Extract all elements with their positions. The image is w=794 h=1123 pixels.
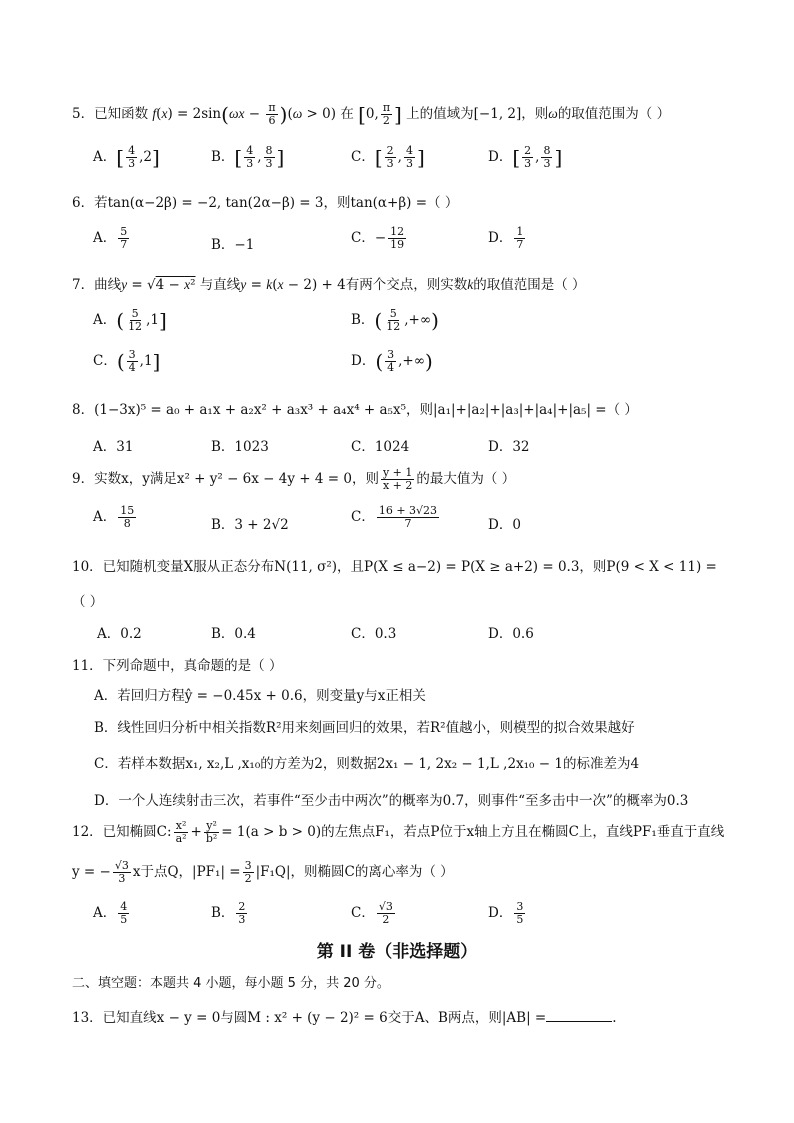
q7-option-b[interactable]: B．( $\frac{5}{12}$ ,+∞) — [351, 307, 439, 333]
question-10: 10．已知随机变量X服从正态分布N(11, σ²)，且P(X ≤ a−2) = P(X ≥ a+2) = 0.3，则P(9 < X < 11) = — [72, 559, 717, 575]
part-title: 第 II 卷（非选择题） — [316, 942, 478, 962]
q11-option-a[interactable]: A．若回归方程ŷ = −0.45x + 0.6，则变量y与x正相关 — [94, 688, 426, 704]
q10-option-b[interactable]: B．0.4 — [211, 626, 256, 642]
answer-blank[interactable] — [546, 1009, 612, 1022]
q9-option-b[interactable]: B．3 + 2√2 — [211, 517, 289, 533]
q7-option-a[interactable]: A．( $\frac{5}{12}$ ,1] — [93, 307, 167, 333]
q5-stem-e: 的取值范围为（ ） — [557, 106, 671, 122]
section-heading: 二、填空题：本题共 4 小题，每小题 5 分，共 20 分。 — [72, 976, 390, 991]
q5-option-b[interactable]: B．[ $\frac{4}{3}$ , $\frac{8}{3}$ ] — [211, 144, 285, 170]
q12-option-c[interactable]: C． $\frac{√3}{2}$ — [351, 900, 393, 926]
question-5: 5．已知函数 f(x) = 2sin(ωx − $\frac{\pi}{6}$ )(ω > 0) 在 [0, $\frac{\pi}{2}$ ] 上的值域为[−1, 2]，则ω的取值范围为（ ） — [72, 101, 671, 127]
q12-option-b[interactable]: B． $\frac{2}{3}$ — [211, 900, 246, 926]
q8-option-d[interactable]: D．32 — [488, 439, 530, 455]
fraction: $\frac{\pi}{6}$ — [268, 101, 276, 127]
question-13: 13．已知直线x − y = 0与圆M : x² + (y − 2)² = 6交于A、B两点，则|AB| = . — [72, 1010, 617, 1026]
q9-option-c[interactable]: C． $\frac{16 + 3√23}{7}$ — [351, 504, 438, 530]
q11-option-c[interactable]: C．若样本数据x₁, x₂,L ,x₁₀的方差为2，则数据2x₁ − 1, 2x₂ − 1,L ,2x₁₀ − 1的标准差为4 — [94, 756, 640, 772]
q8-option-b[interactable]: B．1023 — [211, 439, 269, 455]
q5-option-c[interactable]: C．[ $\frac{2}{3}$ , $\frac{4}{3}$ ] — [351, 144, 425, 170]
q5-stem-d: ，则 — [521, 106, 549, 122]
q5-option-a[interactable]: A．[ $\frac{4}{3}$ ,2] — [93, 144, 160, 170]
question-6: 6．若tan(α−2β) = −2, tan(2α−β) = 3，则tan(α+β) =（ ） — [72, 195, 459, 211]
q5-option-d[interactable]: D．[ $\frac{2}{3}$ , $\frac{8}{3}$ ] — [488, 144, 563, 170]
q10-option-d[interactable]: D．0.6 — [488, 626, 534, 642]
q10-option-c[interactable]: C．0.3 — [351, 626, 397, 642]
q12-option-a[interactable]: A． $\frac{4}{5}$ — [93, 900, 128, 926]
question-7: 7．曲线y = √4 − x² 与直线y = k(x − 2) + 4有两个交点，则实数k的取值范围是（ ） — [72, 277, 586, 293]
q6-option-d[interactable]: D． $\frac{1}{7}$ — [488, 225, 524, 251]
q6-option-c[interactable]: C．− $\frac{12}{19}$ — [351, 225, 405, 251]
q11-option-d[interactable]: D．一个人连续射击三次，若事件“至少击中两次”的概率为0.7，则事件“至多击中一次”的概率为0.3 — [94, 793, 689, 809]
q8-option-c[interactable]: C．1024 — [351, 439, 410, 455]
q10-option-a[interactable]: A．0.2 — [97, 626, 142, 642]
q8-option-a[interactable]: A．31 — [93, 439, 134, 455]
q6-option-a[interactable]: A． $\frac{5}{7}$ — [93, 225, 128, 251]
question-12: 12．已知椭圆C: $\frac{\text{x²}}{\text{a²}}$ + $\frac{\text{y²}}{\text{b²}}$ = 1(a > b > 0)的左焦点F₁，若点P位于x轴上方且在椭圆C上，直线PF₁垂直于直线 — [72, 819, 725, 845]
q9-option-d[interactable]: D．0 — [488, 517, 521, 533]
q7-option-d[interactable]: D．( $\frac{3}{4}$ ,+∞) — [351, 348, 433, 374]
q7-option-c[interactable]: C．( $\frac{3}{4}$ ,1] — [93, 348, 161, 374]
q12-option-d[interactable]: D． $\frac{3}{5}$ — [488, 900, 524, 926]
q11-option-b[interactable]: B．线性回归分析中相关指数R²用来刻画回归的效果，若R²值越小，则模型的拟合效果越好 — [94, 720, 635, 736]
question-12-line2: y = − $\frac{√3}{3}$ x于点Q，|PF₁| = $\frac{3}{2}$ |F₁Q|，则椭圆C的离心率为（ ） — [72, 859, 454, 885]
q9-option-a[interactable]: A． $\frac{15}{8}$ — [93, 504, 135, 530]
question-10-bracket: （ ） — [72, 594, 104, 610]
q5-stem-c: 上的值域为 — [406, 106, 474, 122]
question-11: 11．下列命题中，真命题的是（ ） — [72, 658, 283, 674]
q5-stem-b: 在 — [340, 106, 354, 122]
question-9: 9．实数x，y满足x² + y² − 6x − 4y + 4 = 0，则 $\frac{y + 1}{x + 2}$ 的最大值为（ ） — [72, 466, 516, 492]
q5-stem-a: 5．已知函数 — [72, 106, 149, 122]
question-8: 8．(1−3x)⁵ = a₀ + a₁x + a₂x² + a₃x³ + a₄x⁴ + a₅x⁵，则|a₁|+|a₂|+|a₃|+|a₄|+|a₅| =（ ） — [72, 402, 638, 418]
q6-option-b[interactable]: B．−1 — [211, 237, 255, 253]
